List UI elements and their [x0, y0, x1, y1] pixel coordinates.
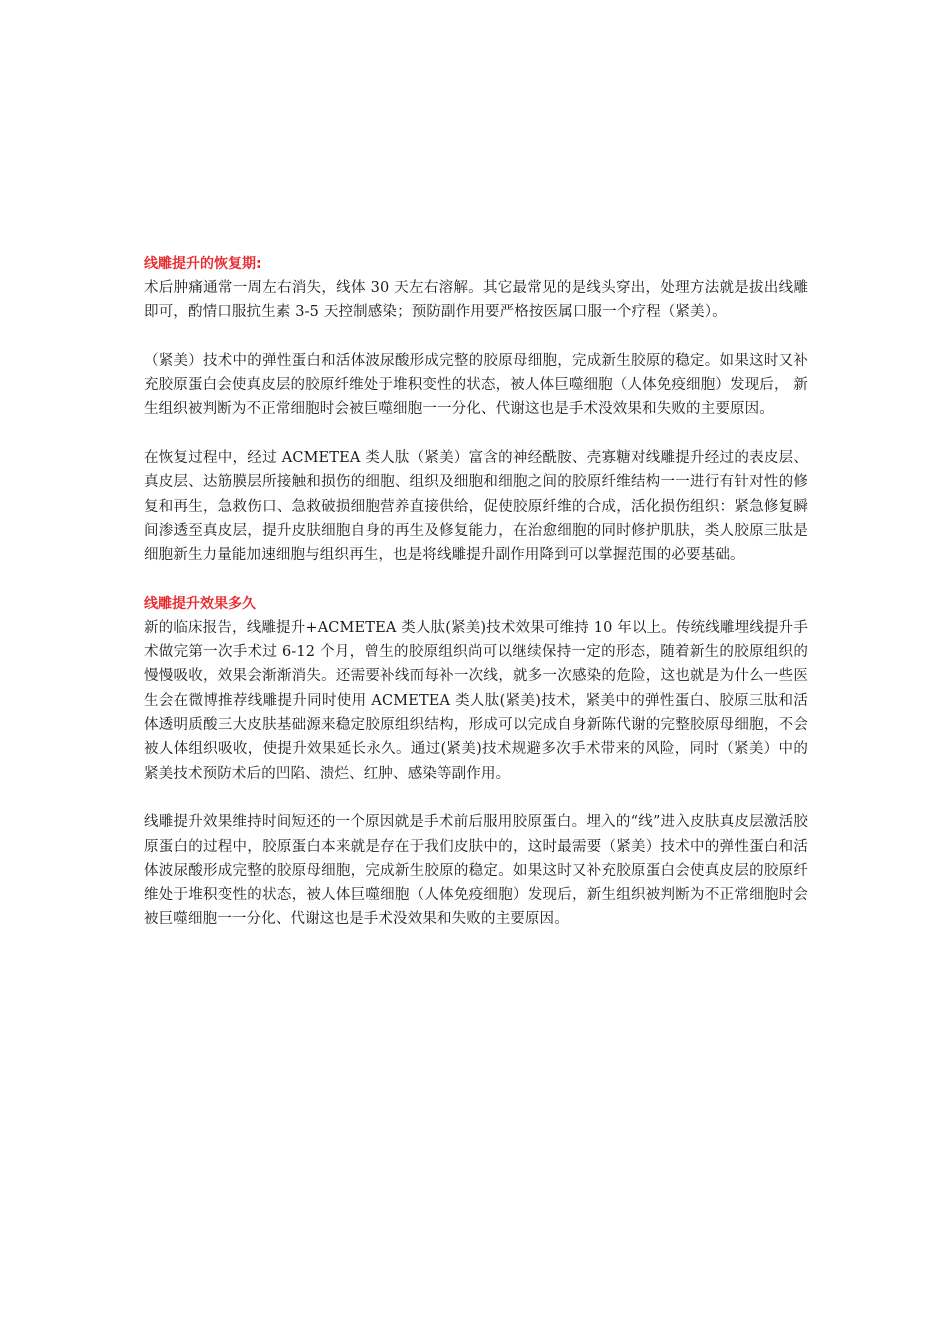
paragraph-spacer	[144, 568, 808, 592]
paragraph-recovery-swelling: 术后肿痛通常一周左右消失，线体 30 天左右溶解。其它最常见的是线头穿出，处理方法就是拔出线雕即可，酌情口服抗生素 3-5 天控制感染；预防副作用要严格按医属口服一个疗程（紧美）。	[144, 280, 808, 321]
paragraph-short-duration-reason: 线雕提升效果维持时间短还的一个原因就是手术前后服用胶原蛋白。埋入的“线”进入皮肤真皮层激活胶原蛋白的过程中，胶原蛋白本来就是存在于我们皮肤中的，这时最需要（紧美）技术中的弹性蛋白和活体波尿酸形成完整的胶原母细胞，完成新生胶原的稳定。如果这时又补充胶原蛋白会使真皮层的胶原纤维处于堆积变性的状态，被人体巨噬细胞（人体免疫细胞）发现后，新生组织被判断为不正常细胞时会被巨噬细胞一一分化、代谢这也是手术没效果和失败的主要原因。	[144, 814, 808, 928]
paragraph-elastin-collagen: （紧美）技术中的弹性蛋白和活体波尿酸形成完整的胶原母细胞，完成新生胶原的稳定。如果这时又补充胶原蛋白会使真皮层的胶原纤维处于堆积变性的状态，被人体巨噬细胞（人体免疫细胞）发现后， 新生组织被判断为不正常细胞时会被巨噬细胞一一分化、代谢这也是手术没效果和失败的主要原因。	[144, 352, 809, 418]
section-heading-effect-duration: 线雕提升效果多久	[144, 595, 256, 612]
document-page	[144, 252, 808, 932]
section-heading-recovery: 线雕提升的恢复期:	[144, 256, 262, 272]
paragraph-spacer	[144, 786, 808, 810]
paragraph-spacer	[144, 325, 808, 349]
paragraph-spacer	[144, 422, 808, 446]
paragraph-repair-process: 在恢复过程中，经过 ACMETEA 类人肽（紧美）富含的神经酰胺、壳寡糖对线雕提升经过的表皮层、真皮层、达筋膜层所接触和损伤的细胞、组织及细胞和细胞之间的胶原纤维结构一一进行有针对性的修复和再生，急救伤口、急救破损细胞营养直接供给，促使胶原纤维的合成，活化损伤组织：紧急修复瞬间渗透至真皮层，提升皮肤细胞自身的再生及修复能力，在治愈细胞的同时修护肌肤，类人胶原三肽是细胞新生力量能加速细胞与组织再生，也是将线雕提升副作用降到可以掌握范围的必要基础。	[144, 450, 808, 564]
paragraph-clinical-report: 新的临床报告，线雕提升+ACMETEA 类人肽(紧美)技术效果可维持 10 年以上。传统线雕埋线提升手术做完第一次手术过 6-12 个月，曾生的胶原组织尚可以继续保持一定的形态，随着新生的胶原组织的慢慢吸收，效果会渐渐消失。还需要补线而每补一次线，就多一次感染的危险，这也就是为什么一些医生会在微博推荐线雕提升同时使用 ACMETEA 类人肽(紧美)技术，紧美中的弹性蛋白、胶原三肽和活体透明质酸三大皮肤基础源来稳定胶原组织结构，形成可以完成自身新陈代谢的完整胶原母细胞，不会被人体组织吸收，使提升效果延长永久。通过(紧美)技术规避多次手术带来的风险，同时（紧美）中的紧美技术预防术后的凹陷、溃烂、红肿、感染等副作用。	[144, 619, 808, 782]
